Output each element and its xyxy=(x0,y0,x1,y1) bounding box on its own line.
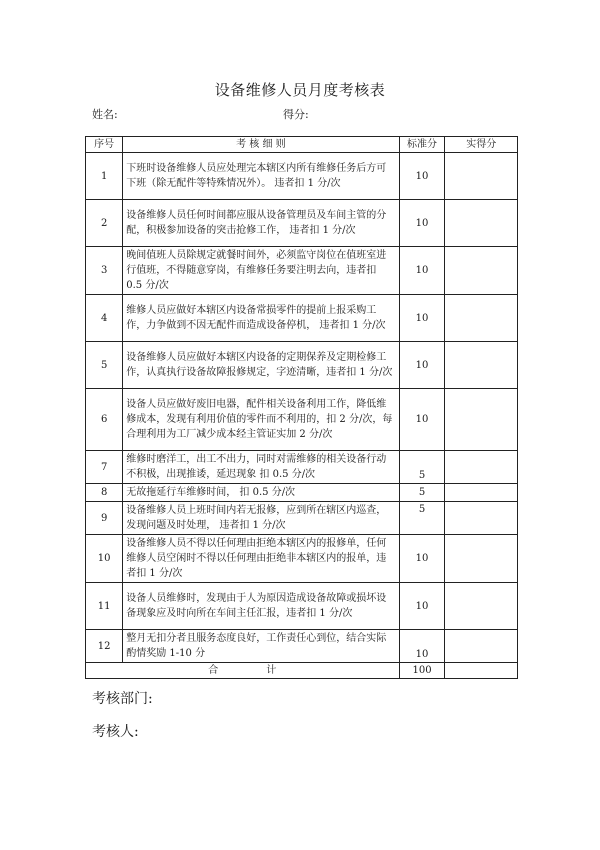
row-criteria: 整月无扣分者且服务态度良好，工作责任心到位，结合实际酌情奖励 1-10 分 xyxy=(123,630,399,663)
header-standard: 标准分 xyxy=(399,137,445,153)
row-actual-score xyxy=(445,389,518,451)
row-criteria: 设备人员应做好废旧电器，配件相关设备利用工作，降低维修成本，发现有利用价值的零件而不利用的，扣 2 分/次，每合理利用为工厂减少成本经主管证实加 2 分/次 xyxy=(123,389,399,451)
total-label: 合计 xyxy=(86,663,400,679)
row-number: 4 xyxy=(86,295,123,342)
row-actual-score xyxy=(445,502,518,535)
row-standard-score: 10 xyxy=(399,389,445,451)
row-criteria: 晚间值班人员除规定就餐时间外，必须监守岗位在值班室进行值班，不得随意穿岗，有维修任务要注明去向，违者扣 0.5 分/次 xyxy=(123,247,399,295)
table-row xyxy=(86,342,518,389)
row-criteria: 维修人员应做好本辖区内设备常损零件的提前上报采购工作，力争做到不因无配件而造成设备停机， 违者扣 1 分/次 xyxy=(123,295,399,342)
table-row xyxy=(86,389,518,451)
header-criteria: 考 核 细 则 xyxy=(123,137,399,153)
table-row xyxy=(86,295,518,342)
name-label: 姓名: xyxy=(92,108,118,121)
row-standard-score: 10 xyxy=(399,630,445,663)
row-criteria: 设备人员维修时，发现由于人为原因造成设备故障或损坏设备现象应及时向所在车间主任汇报，违者扣 1 分/次 xyxy=(123,583,399,630)
table-row xyxy=(86,630,518,663)
row-criteria: 设备维修人员应做好本辖区内设备的定期保养及定期检修工作，认真执行设备故障报修规定，字迹清晰，违者扣 1 分/次 xyxy=(123,342,399,389)
row-number: 9 xyxy=(86,502,123,535)
table-row xyxy=(86,583,518,630)
row-criteria: 设备维修人员不得以任何理由拒绝本辖区内的报修单，任何维修人员空闲时不得以任何理由拒绝非本辖区内的报单，违者扣 1 分/次 xyxy=(123,535,399,583)
row-number: 12 xyxy=(86,630,123,663)
row-number: 8 xyxy=(86,484,123,502)
row-number: 5 xyxy=(86,342,123,389)
row-standard-score: 10 xyxy=(399,247,445,295)
row-criteria: 无故拖延行车维修时间， 扣 0.5 分/次 xyxy=(123,484,399,502)
row-number: 1 xyxy=(86,153,123,200)
row-number: 6 xyxy=(86,389,123,451)
table-header-row xyxy=(86,137,518,153)
row-standard-score: 10 xyxy=(399,200,445,247)
row-criteria: 设备维修人员上班时间内若无报修，应到所在辖区内巡查，发现问题及时处理， 违者扣 1 分/次 xyxy=(123,502,399,535)
department-label: 考核部门: xyxy=(92,691,153,707)
row-number: 7 xyxy=(86,451,123,484)
header-actual: 实得分 xyxy=(445,137,518,153)
row-actual-score xyxy=(445,342,518,389)
header-no: 序号 xyxy=(86,137,123,153)
total-value: 100 xyxy=(399,663,445,679)
table-row xyxy=(86,451,518,484)
evaluation-table xyxy=(85,136,518,679)
row-actual-score xyxy=(445,630,518,663)
row-actual-score xyxy=(445,247,518,295)
row-standard-score: 10 xyxy=(399,295,445,342)
row-actual-score xyxy=(445,200,518,247)
row-actual-score xyxy=(445,484,518,502)
table-row xyxy=(86,535,518,583)
row-standard-score: 10 xyxy=(399,153,445,200)
row-standard-score: 10 xyxy=(399,535,445,583)
row-actual-score xyxy=(445,153,518,200)
reviewer-label: 考核人: xyxy=(92,724,139,740)
row-standard-score: 5 xyxy=(399,451,445,484)
row-actual-score xyxy=(445,583,518,630)
row-standard-score: 5 xyxy=(399,484,445,502)
table-row xyxy=(86,484,518,502)
row-number: 11 xyxy=(86,583,123,630)
row-actual-score xyxy=(445,295,518,342)
row-standard-score: 10 xyxy=(399,342,445,389)
table-row xyxy=(86,502,518,535)
row-standard-score: 10 xyxy=(399,583,445,630)
total-actual-score xyxy=(445,663,518,679)
document-title: 设备维修人员月度考核表 xyxy=(214,81,386,99)
table-row xyxy=(86,153,518,200)
table-row xyxy=(86,200,518,247)
row-number: 2 xyxy=(86,200,123,247)
table-row xyxy=(86,247,518,295)
table-total-row xyxy=(86,663,518,679)
row-standard-score: 5 xyxy=(399,502,445,535)
row-actual-score xyxy=(445,451,518,484)
row-number: 3 xyxy=(86,247,123,295)
row-criteria: 下班时设备维修人员应处理完本辖区内所有维修任务后方可下班（除无配件等特殊情况外）。 违者扣 1 分/次 xyxy=(123,153,399,200)
row-number: 10 xyxy=(86,535,123,583)
row-criteria: 维修时磨洋工，出工不出力，同时对需维修的相关设备行动不积极，出现推诿，延迟现象 扣 0.5 分/次 xyxy=(123,451,399,484)
score-label: 得分: xyxy=(283,108,309,121)
row-actual-score xyxy=(445,535,518,583)
row-criteria: 设备维修人员任何时间都应服从设备管理员及车间主管的分配，积极参加设备的突击抢修工作， 违者扣 1 分/次 xyxy=(123,200,399,247)
